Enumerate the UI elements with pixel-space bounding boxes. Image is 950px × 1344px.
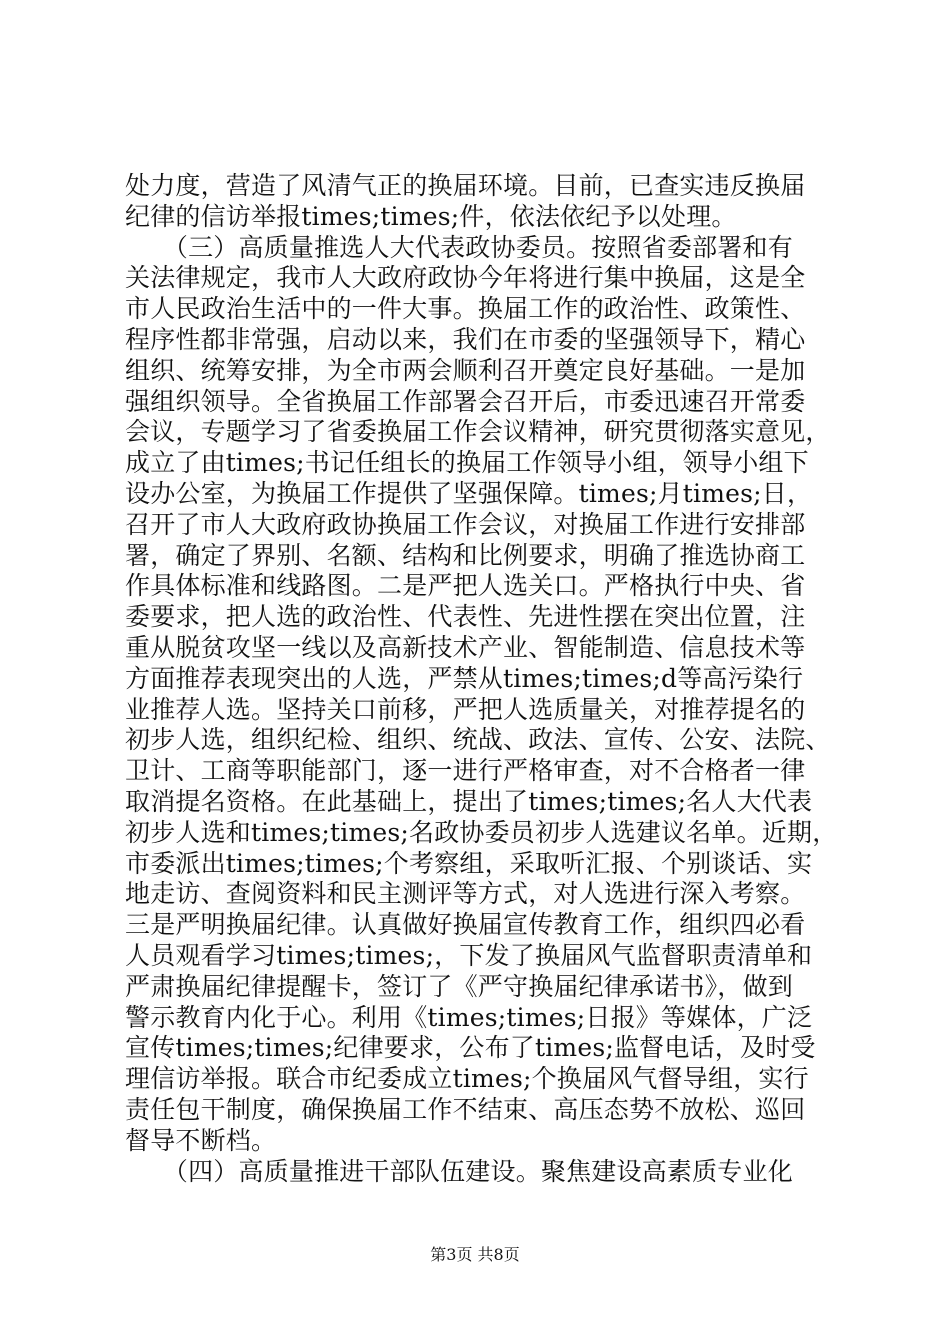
text-line: 宣传times;times;纪律要求，公布了times;监督电话，及时受	[125, 1033, 816, 1063]
text-line: 督导不断档。	[125, 1125, 277, 1155]
text-line: 方面推荐表现突出的人选，严禁从times;times;d等高污染行	[125, 663, 804, 693]
text-line: 取消提名资格。在此基础上，提出了times;times;名人大代表	[125, 786, 813, 816]
text-line: 三是严明换届纪律。认真做好换届宣传教育工作，组织四必看	[125, 910, 806, 940]
text-line: 召开了市人大政府政协换届工作会议，对换届工作进行安排部	[125, 509, 806, 539]
text-line: 设办公室，为换届工作提供了坚强保障。times;月times;日，	[125, 478, 813, 508]
text-line: 理信访举报。联合市纪委成立times;个换届风气督导组，实行	[125, 1064, 809, 1094]
text-line: 作具体标准和线路图。二是严把人选关口。严格执行中央、省	[125, 571, 806, 601]
text-line: （四）高质量推进干部队伍建设。聚焦建设高素质专业化	[125, 1156, 793, 1186]
text-line: 警示教育内化于心。利用《times;times;日报》等媒体，广泛	[125, 1002, 813, 1032]
text-line: 责任包干制度，确保换届工作不结束、高压态势不放松、巡回	[125, 1094, 806, 1124]
text-line: 关法律规定，我市人大政府政协今年将进行集中换届，这是全	[125, 263, 806, 293]
text-line: 纪律的信访举报times;times;件，依法依纪予以处理。	[125, 201, 737, 231]
text-line: 市委派出times;times;个考察组，采取听汇报、个别谈话、实	[125, 848, 813, 878]
body-text	[125, 171, 837, 1187]
text-line: （三）高质量推选人大代表政协委员。按照省委部署和有	[125, 232, 793, 262]
page-footer: 第3页 共8页	[430, 1245, 520, 1264]
text-line: 市人民政治生活中的一件大事。换届工作的政治性、政策性、	[125, 294, 806, 324]
text-line: 人员观看学习times;times;，下发了换届风气监督职责清单和	[125, 940, 813, 970]
text-line: 初步人选，组织纪检、组织、统战、政法、宣传、公安、法院、	[125, 725, 831, 755]
text-line: 程序性都非常强，启动以来，我们在市委的坚强领导下，精心	[125, 324, 806, 354]
text-line: 重从脱贫攻坚一线以及高新技术产业、智能制造、信息技术等	[125, 632, 806, 662]
text-line: 委要求，把人选的政治性、代表性、先进性摆在突出位置，注	[125, 602, 806, 632]
text-line: 署，确定了界别、名额、结构和比例要求，明确了推选协商工	[125, 540, 806, 570]
text-line: 地走访、查阅资料和民主测评等方式，对人选进行深入考察。	[125, 879, 806, 909]
text-line: 初步人选和times;times;名政协委员初步人选建议名单。近期，	[125, 817, 838, 847]
text-line: 严肃换届纪律提醒卡，签订了《严守换届纪律承诺书》，做到	[125, 971, 793, 1001]
text-line: 组织、统筹安排，为全市两会顺利召开奠定良好基础。一是加	[125, 355, 806, 385]
text-line: 强组织领导。全省换届工作部署会召开后，市委迅速召开常委	[125, 386, 806, 416]
text-line: 业推荐人选。坚持关口前移，严把人选质量关，对推荐提名的	[125, 694, 806, 724]
text-line: 处力度，营造了风清气正的换届环境。目前，已查实违反换届	[125, 171, 806, 200]
text-line: 会议，专题学习了省委换届工作会议精神，研究贯彻落实意见，	[125, 417, 831, 447]
text-line: 成立了由times;书记任组长的换届工作领导小组，领导小组下	[125, 448, 809, 478]
text-line: 卫计、工商等职能部门，逐一进行严格审查，对不合格者一律	[125, 756, 806, 786]
